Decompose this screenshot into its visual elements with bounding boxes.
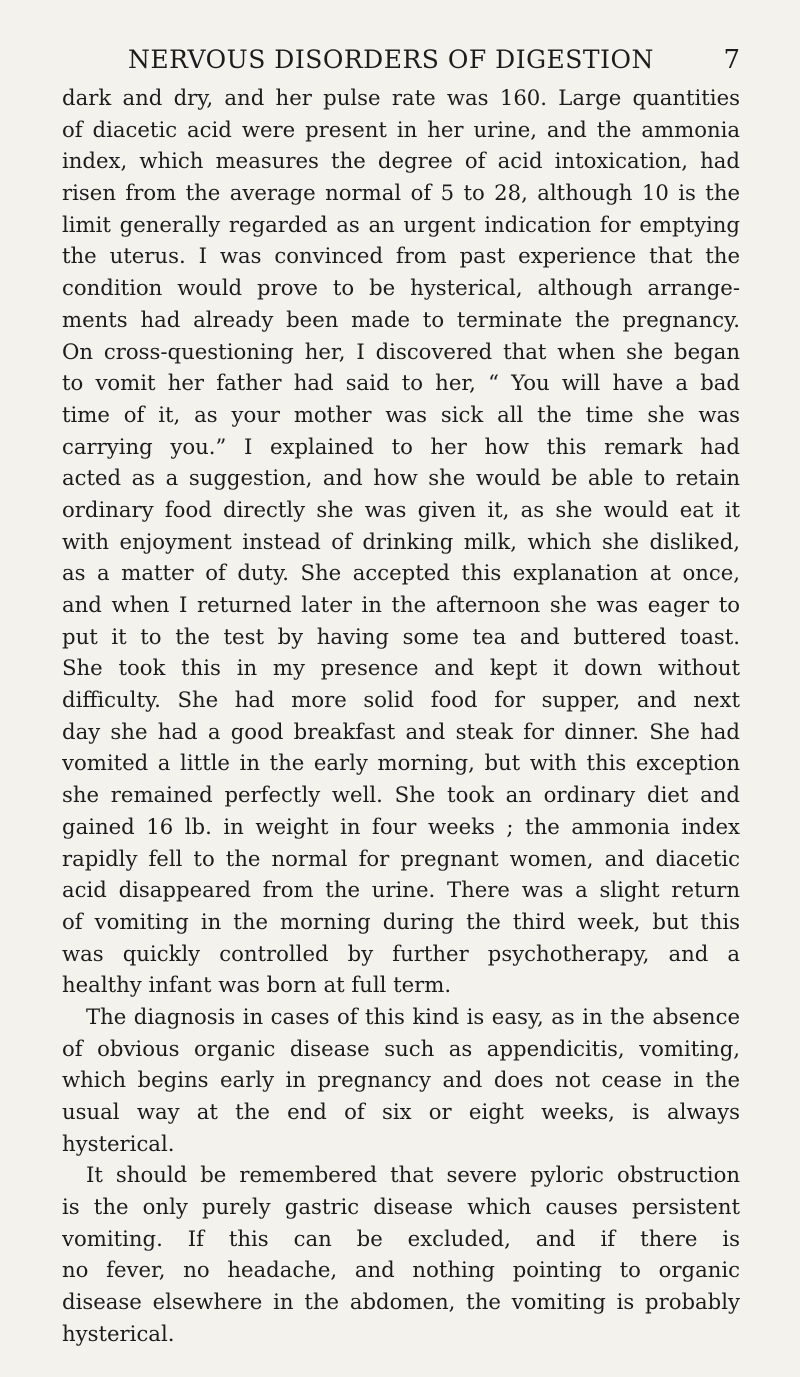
text-line: It should be remembered that severe pyloric obstruction [86,1162,740,1188]
text-line: the uterus. I was convinced from past experience that the [62,243,740,269]
text-line: was quickly controlled by further psychotherapy, and a [62,940,740,966]
text-line: put it to the test by having some tea and buttered toast. [62,623,740,649]
page-number: 7 [723,45,740,75]
text-line: vomited a little in the early morning, but with this exception [62,750,740,776]
text-line: limit generally regarded as an urgent indication for emptying [62,211,740,237]
paragraph-1 [62,82,740,1001]
text-line: difficulty. She had more solid food for supper, and next [62,687,740,713]
text-line: acid disappeared from the urine. There was a slight return [62,877,740,903]
text-line: The diagnosis in cases of this kind is easy, as in the absence [86,1003,740,1029]
text-line: which begins early in pregnancy and does not cease in the [62,1067,740,1093]
body-text [62,82,740,1350]
text-line: condition would prove to be hysterical, although arrange- [62,275,740,301]
text-line: gained 16 lb. in weight in four weeks ; the ammonia index [62,813,740,839]
text-line: risen from the average normal of 5 to 28, although 10 is the [62,180,740,206]
text-line: no fever, no headache, and nothing pointing to organic [62,1257,740,1283]
text-line: she remained perfectly well. She took an ordinary diet and [62,782,740,808]
text-line: of vomiting in the morning during the third week, but this [62,908,740,934]
text-line: hysterical. [62,1320,175,1346]
text-line: On cross-questioning her, I discovered that when she began [62,338,740,364]
text-line: ments had already been made to terminate the pregnancy. [62,306,740,332]
text-line: and when I returned later in the afternoon she was eager to [62,592,740,617]
text-line: disease elsewhere in the abdomen, the vomiting is probably [62,1289,740,1315]
text-line: of obvious organic disease such as appendicitis, vomiting, [62,1035,740,1061]
text-line: of diacetic acid were present in her urine, and the ammonia [62,116,740,142]
text-line: acted as a suggestion, and how she would be able to retain [62,465,740,491]
text-line: hysterical. [62,1130,175,1156]
text-line: carrying you.” I explained to her how this remark had [62,433,740,459]
text-line: index, which measures the degree of acid intoxication, had [62,148,740,174]
text-line: vomiting. If this can be excluded, and if there is [62,1225,740,1251]
text-line: dark and dry, and her pulse rate was 160. Large quantities [62,85,740,110]
text-line: rapidly fell to the normal for pregnant women, and diacetic [62,845,740,871]
text-line: with enjoyment instead of drinking milk, which she disliked, [62,528,740,554]
running-title: NERVOUS DISORDERS OF DIGESTION [128,45,654,74]
text-line: healthy infant was born at full term. [62,972,452,998]
paragraph-3 [62,1159,740,1349]
text-line: day she had a good breakfast and steak for dinner. She had [62,718,740,744]
paragraph-2 [62,1001,740,1159]
text-line: is the only purely gastric disease which causes persistent [62,1194,740,1220]
text-line: as a matter of duty. She accepted this explanation at once, [62,560,740,586]
text-line: to vomit her father had said to her, “ You will have a bad [62,370,740,396]
text-line: She took this in my presence and kept it down without [62,655,740,681]
running-head [128,40,740,80]
text-line: ordinary food directly she was given it, as she would eat it [62,496,740,522]
text-line: time of it, as your mother was sick all the time she was [62,401,740,427]
text-line: usual way at the end of six or eight weeks, is always [62,1099,740,1124]
